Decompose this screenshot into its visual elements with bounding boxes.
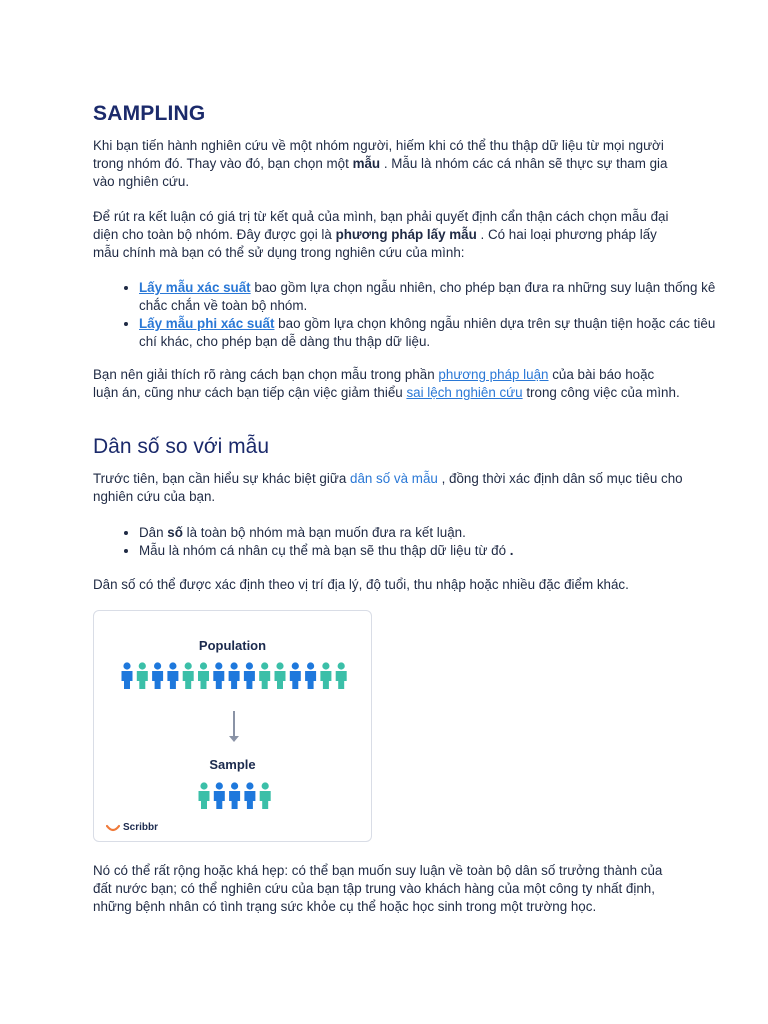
sampling-types-list (93, 279, 729, 351)
person-icon (122, 662, 133, 689)
section2-intro: Trước tiên, bạn cần hiểu sự khác biệt giữa dân số và mẫu , đồng thời xác định dân số mục tiêu cho nghiên cứu của bạn. (93, 471, 683, 504)
person-icon (199, 782, 210, 809)
population-label: Population (198, 638, 267, 653)
person-icon (152, 662, 163, 689)
sample-people (94, 781, 373, 813)
person-icon (244, 782, 255, 809)
person-icon (336, 662, 347, 689)
term-sampling-method: phương pháp lấy mẫu (335, 227, 477, 242)
population-sample-figure (93, 610, 372, 842)
person-icon (167, 662, 178, 689)
brand-name: Scribbr (123, 822, 159, 833)
definitions-list (93, 524, 729, 560)
person-icon (198, 662, 209, 689)
scribbr-mark-icon (106, 823, 120, 833)
person-icon (305, 662, 316, 689)
list-item: • Lấy mẫu phi xác suất bao gồm lựa chọn không ngẫu nhiên dựa trên sự thuận tiện hoặc các tiêu chí khác, cho phép bạn dễ dàng thu thập dữ liệu. (139, 315, 729, 351)
section-title: Dân số so với mẫu (93, 435, 270, 458)
probability-sampling-link[interactable]: Lấy mẫu xác suất (139, 280, 251, 295)
person-icon (290, 662, 301, 689)
non-probability-sampling-link[interactable]: Lấy mẫu phi xác suất (139, 316, 275, 331)
person-icon (213, 662, 224, 689)
population-people (94, 661, 373, 693)
list-item: • Mẫu là nhóm cá nhân cụ thể mà bạn sẽ thu thập dữ liệu từ đó . (139, 542, 729, 560)
population-note: Dân số có thể được xác định theo vị trí địa lý, độ tuổi, thu nhập hoặc nhiều đặc điểm khác. (93, 577, 629, 592)
method-paragraph: Để rút ra kết luận có giá trị từ kết quả của mình, bạn phải quyết định cẩn thận cách chọn mẫu đại diện cho toàn bộ nhóm. Đây được gọi là phương pháp lấy mẫu . Có hai loại phương pháp lấy mẫu chính mà bạn có thể sử dụng trong nghiên cứu của mình: (93, 209, 669, 260)
list-item: • Dân số là toàn bộ nhóm mà bạn muốn đưa ra kết luận. (139, 524, 729, 542)
research-bias-link[interactable]: sai lệch nghiên cứu (406, 385, 523, 400)
arrow-shaft (233, 711, 235, 739)
population-vs-sample-link[interactable]: dân số và mẫu (350, 471, 438, 486)
person-icon (214, 782, 225, 809)
person-icon (229, 662, 240, 689)
sample-label: Sample (209, 757, 256, 772)
page-title: SAMPLING (93, 102, 206, 125)
list-item: • Lấy mẫu xác suất bao gồm lựa chọn ngẫu nhiên, cho phép bạn đưa ra những suy luận thống kê chắc chắn về toàn bộ nhóm. (139, 279, 729, 315)
person-icon (259, 662, 270, 689)
explain-paragraph: Bạn nên giải thích rõ ràng cách bạn chọn mẫu trong phần phương pháp luận của bài báo hoặc luận án, cũng như cách bạn tiếp cận việc giảm thiểu sai lệch nghiên cứu trong công việc của mình. (93, 367, 680, 400)
person-icon (275, 662, 286, 689)
person-icon (229, 782, 240, 809)
intro-paragraph: Khi bạn tiến hành nghiên cứu về một nhóm người, hiếm khi có thể thu thập dữ liệu từ mọi người trong nhóm đó. Thay vào đó, bạn chọn một mẫu . Mẫu là nhóm các cá nhân sẽ thực sự tham gia vào nghiên cứu. (93, 138, 668, 189)
arrow-down-icon (229, 736, 239, 742)
person-icon (183, 662, 194, 689)
person-icon (260, 782, 271, 809)
scribbr-logo (106, 822, 158, 833)
methodology-link[interactable]: phương pháp luận (438, 367, 549, 382)
closing-paragraph: Nó có thể rất rộng hoặc khá hẹp: có thể bạn muốn suy luận về toàn bộ dân số trưởng thành của đất nước bạn; có thể nghiên cứu của bạn tập trung vào khách hàng của một công ty nhất định, những bệnh nhân có tình trạng sức khỏe cụ thể hoặc học sinh trong một trường học. (93, 863, 663, 914)
person-icon (320, 662, 331, 689)
person-icon (244, 662, 255, 689)
term-sample: mẫu (352, 156, 381, 171)
person-icon (137, 662, 148, 689)
